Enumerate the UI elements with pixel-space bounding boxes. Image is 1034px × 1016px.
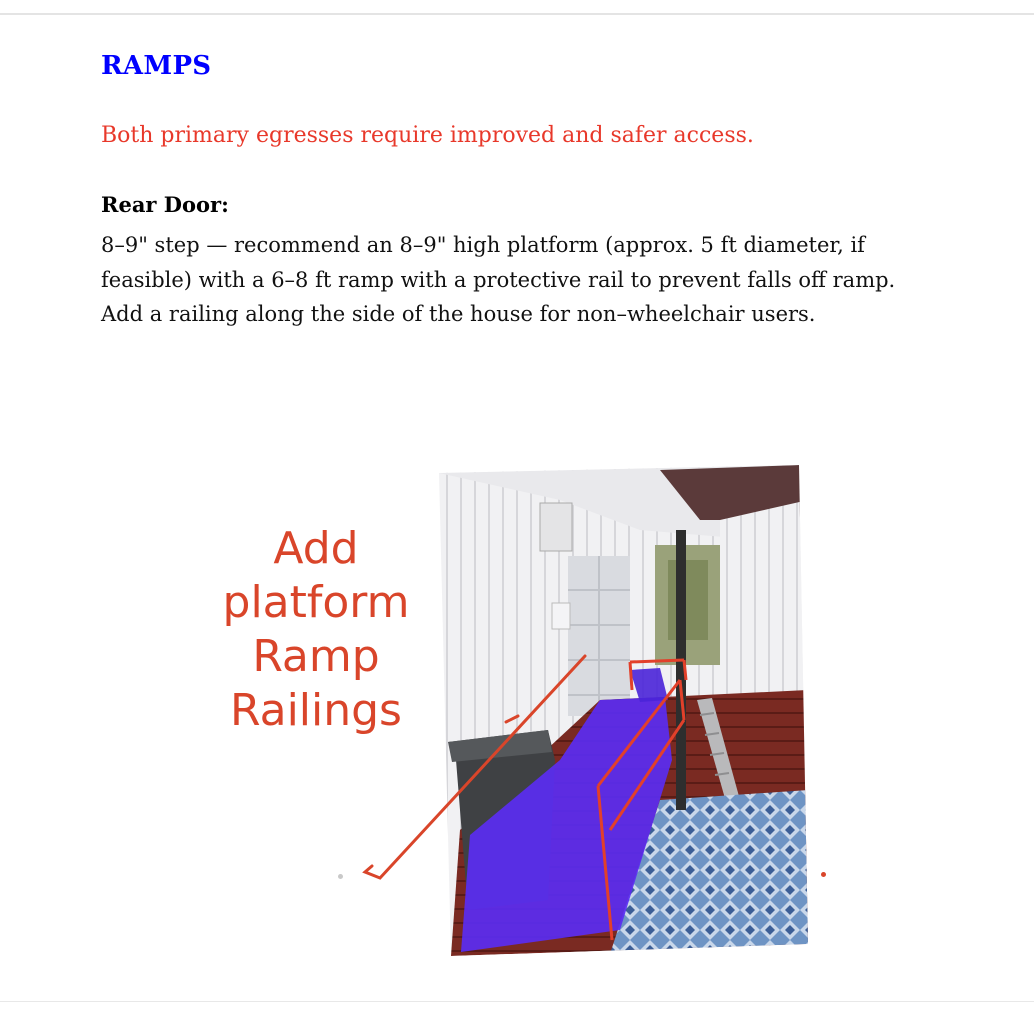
section-heading: RAMPS <box>101 51 212 81</box>
description-line: Add a railing along the side of the house for non–wheelchair users. <box>101 302 816 326</box>
page-dot-right <box>821 872 826 877</box>
description-line: feasible) with a 6–8 ft ramp with a protective rail to prevent falls off ramp. <box>101 267 896 292</box>
page-dot-left <box>338 874 343 879</box>
rear-door-label: Rear Door: <box>101 192 229 217</box>
annotation-line: platform <box>222 577 410 628</box>
bottom-divider <box>0 1001 1034 1002</box>
callout-note: Both primary egresses require improved and safer access. <box>101 123 754 148</box>
annotation-line: Ramp <box>252 631 380 682</box>
description-line: 8–9" step — recommend an 8–9" high platform (approx. 5 ft diameter, if <box>101 233 865 257</box>
annotation-line: Add <box>273 523 359 574</box>
annotation-line: Railings <box>230 685 402 736</box>
